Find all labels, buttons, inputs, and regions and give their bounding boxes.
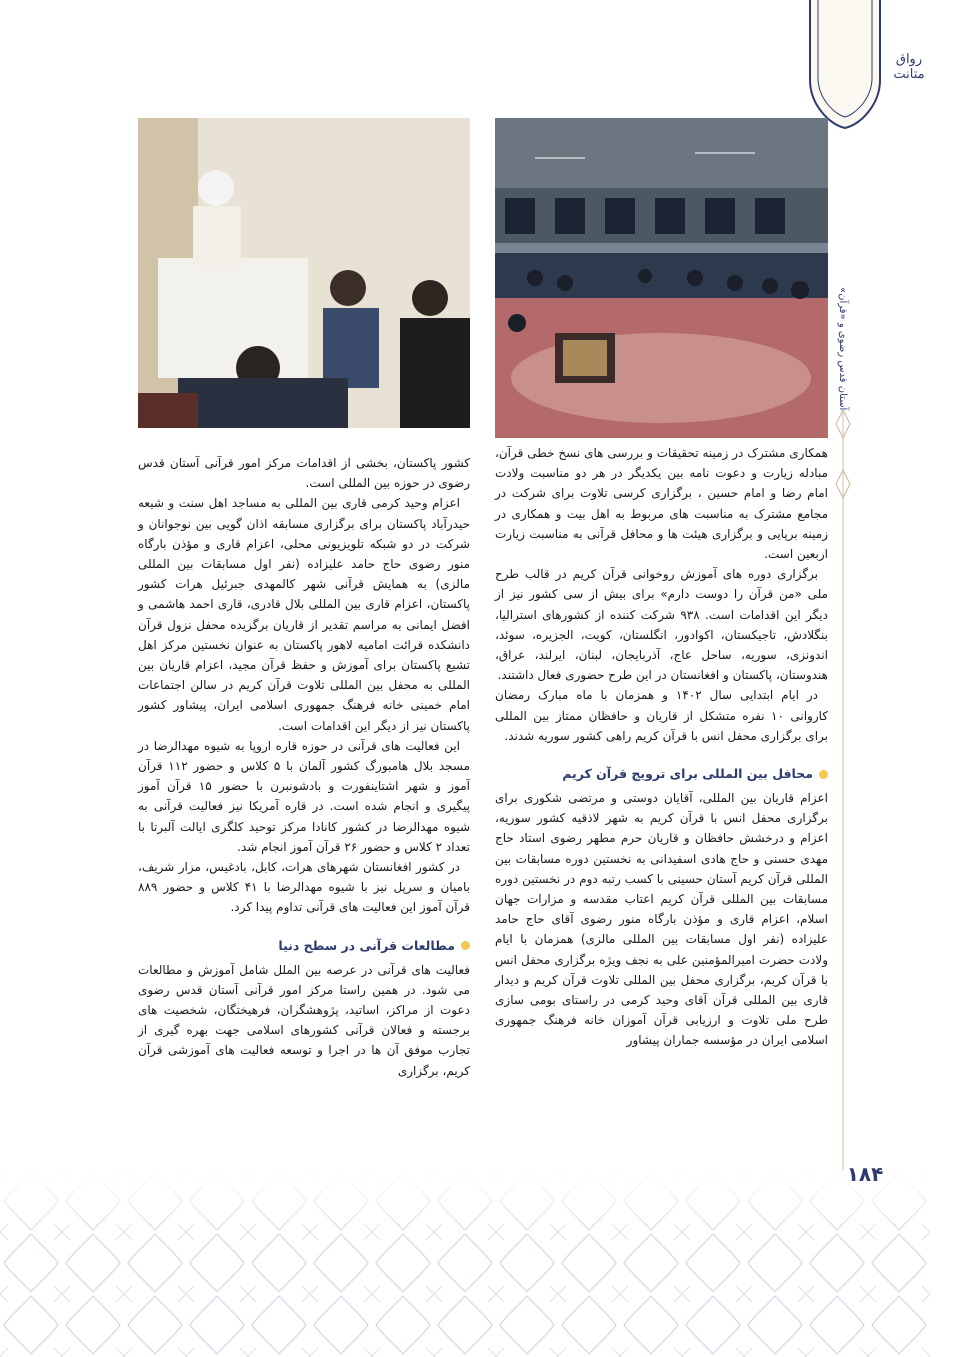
left-paragraph-2: اعزام وحید کرمی قاری بین المللی به مساجد اهل سنت و شیعه حیدرآباد پاکستان برای برگزاری مسابقه اذان گویی بین نوجوانان و شرکت در دو شبکه تلویزیونی محلی، اعزام قاری و مؤذن بارگاه منور رضوی حاج حامد علیزاده (نفر اول مسابقات بین المللی مالزی) به همایش قرآنی شهر کالمهدی جبرئیل هرات کشور پاکستان، اعزام قاری بین المللی بلال قادری، قاری احمد هاشمی و افضل ایمانی به مراسم تقدیر از قاریان برگزیده محفل نزول قرآن دانشکده قرائت امامیه لاهور پاکستان به عنوان نخستین مرکز اهل تشیع پاکستان برای آموزش و حفظ قرآن مجید، اعزام قاریان بین المللی به محفل بین المللی تلاوت قرآن کریم در سالن اجتماعات امام خمینی خانه فرهنگ جمهوری اسلامی ایران، پیشاور کشور پاکستان نیز از دیگر این اقدامات است.	[138, 496, 470, 733]
left-paragraph-5: فعالیت های قرآنی در عرصه بین الملل شامل آموزش و مطالعات می شود. در همین راستا مرکز امور قرآنی آستان قدس رضوی دعوت از مراکز، اساتید، پژوهشگران، فرهیختگان، شخصیت های برجسته و فعالان قرآنی کشورهای اسلامی جهت بهره گیری از تجارب موفق آن ها در اجرا و توسعه فعالیت های آموزشی قرآن کریم، برگزاری	[138, 962, 470, 1078]
right-text-column	[495, 443, 828, 1051]
bottom-ornament-pattern	[0, 1170, 930, 1357]
gathering-hall-photo	[495, 118, 828, 438]
right-paragraph-3: در ایام ابتدایی سال ۱۴۰۲ و همزمان با ماه مبارک رمضان کاروانی ۱۰ نفره متشکل از قاریان و حافظان ممتاز بین المللی برای برگزاری محفل انس با قرآن کریم راهی کشور سوریه شدند.	[495, 688, 828, 743]
side-decoration	[828, 0, 966, 1357]
right-heading-text: محافل بین المللی برای ترویج قرآن کریم	[562, 765, 813, 781]
left-heading-text: مطالعات قرآنی در سطح دنیا	[278, 937, 455, 953]
left-paragraph-3: این فعالیت های قرآنی در حوزه قاره اروپا به شیوه مهدالرضا در مسجد بلال هامبورگ کشور آلمان با ۵ کلاس و حضور ۱۱۲ قرآن آموز و شهر اشتاینفورت و بادشونبرن با حضور ۱۵ قرآن آموز پیگیری و انجام شده است. در قاره آمریکا نیز فعالیت قرآنی به شیوه مهدالرضا در کشور کانادا مرکز توحید کلگری ایالت آلبرتا با تعداد ۲ کلاس و حضور ۲۶ قرآن آموز انجام شد.	[138, 738, 471, 854]
right-section-heading	[495, 764, 828, 784]
page-number-wrap	[835, 1160, 895, 1200]
right-paragraph-2: برگزاری دوره های آموزش روخوانی قرآن کریم در قالب طرح ملی «من قرآن را دوست دارم» برای بیش از سی کشور نیز از دیگر این اقدامات است. ۹۳۸ شرکت کننده از کشورهای استرالیا، بنگلادش، تاجیکستان، اکوادور، انگلستان، کویت، الجزیره، سوئد، اندونزی، سوریه، ساحل عاج، آذربایجان، لبنان، ایرلند، عراق، هندوستان، پاکستان و افغانستان در این طرح حضوری فعال داشتند.	[495, 567, 828, 683]
section-caption: آستان قدس رضوی و «قرآن»	[837, 286, 848, 410]
heading-bullet-icon	[819, 770, 828, 779]
left-paragraph-1: کشور پاکستان، بخشی از اقدامات مرکز امور قرآنی آستان قدس رضوی در حوزه بین المللی است.	[138, 456, 470, 491]
left-text-column	[138, 453, 470, 1081]
right-paragraph-4: اعزام قاریان بین المللی، آقایان دوستی و مرتضی شکوری برای برگزاری محفل انس با قرآن کریم به شهر لاذقیه کشور سوریه، اعزام و درخشش حافظان و قاریان حرم مطهر رضوی استاد حاج مهدی حسنی و حاج هادی اسفیدانی به نخستین دوره مسابقات بین المللی قرآن کریم آستان حسینی با کسب رتبه دوم در نخستین دوره مسابقات بین المللی قرآن کریم اعتاب مقدسه و مزارات جهان اسلام، اعزام قاری و مؤذن بارگاه منور رضوی آقای حاج حامد علیزاده (نفر اول مسابقات بین المللی مالزی) همزمان با ایام ولادت حضرت امیرالمؤمنین علی به نجف ویژه برگزاری محفل انس با قرآن کریم، برگزاری محفل بین المللی تلاوت قرآن کریم و دیدار قاری بین المللی قرآن آقای وحید کرمی در راستای بومی سازی طرح ملی تلاوت و ارزیابی قرآن آموزان خانه فرهنگ جمهوری اسلامی ایران در مؤسسه جماران پیشاور	[495, 791, 828, 1048]
magazine-logo-icon	[800, 0, 890, 130]
page-number: ۱۸۴	[846, 1162, 884, 1186]
heading-bullet-icon	[461, 941, 470, 950]
reciters-session-photo	[138, 118, 470, 428]
left-section-heading	[138, 936, 470, 956]
pillar-ornament-icon	[832, 410, 854, 1170]
logo-text: رواق متانت	[893, 52, 925, 82]
left-paragraph-4: در کشور افغانستان شهرهای هرات، کابل، بادغیس، مزار شریف، بامیان و سرپل نیز با شیوه مهدالرضا با ۴۱ کلاس و حضور ۸۸۹ قرآن آموز این فعالیت های قرآنی تداوم پیدا کرد.	[138, 860, 470, 915]
right-paragraph-1: همکاری مشترک در زمینه تحقیقات و بررسی های نسخ خطی قرآن، مبادله زیارت و دعوت نامه بین یکدیگر در هر دو مناسبت ولادت امام رضا و امام حسین ، برگزاری کرسی تلاوت برای شرکت در مجامع مشترک به مناسبت های مربوط به اهل بیت و همکاری در زمینه برپایی و برگزاری هیئت ها و محافل قرآنی به مناسبت زیارت اربعین است.	[495, 446, 828, 562]
